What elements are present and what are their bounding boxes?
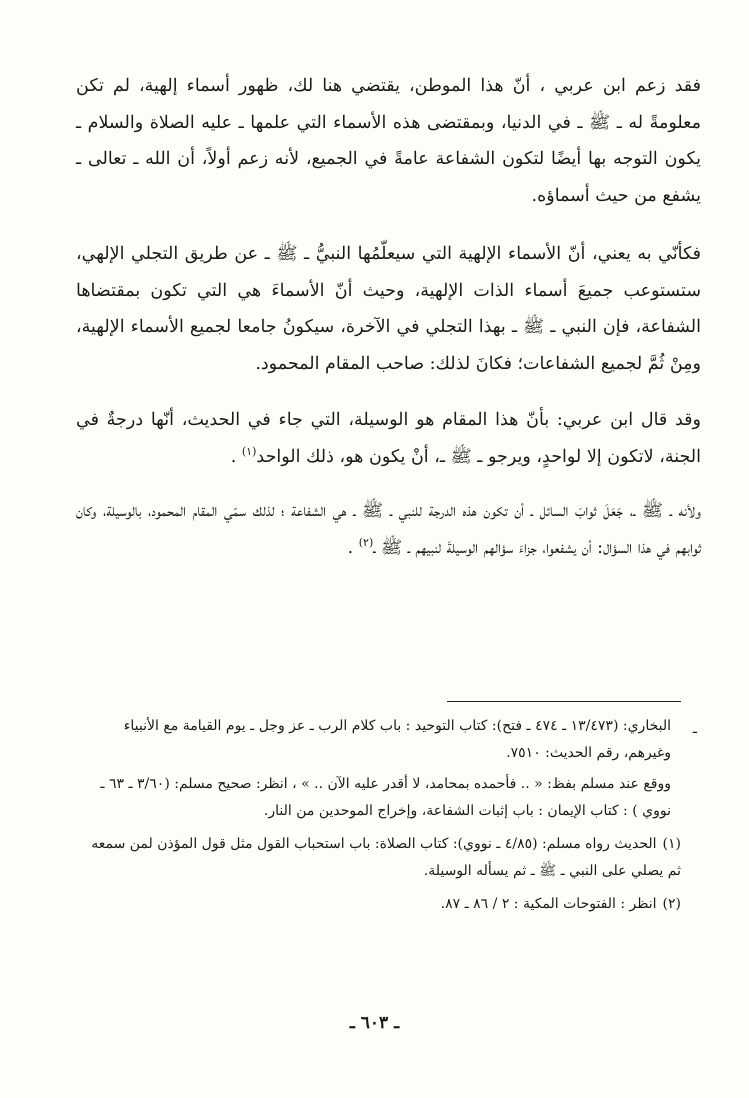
footnote-divider	[447, 701, 681, 702]
paragraph-1: فقد زعم ابن عربي ، أنّ هذا الموطن، يقتضي هنا لك، ظهور أسماء إلهية، لم تكن معلومةً له ـ ﷺ ـ في الدنيا، وبمقتضى هذه الأسماء التي علمها ـ عليه الصلاة والسلام ـ يكون التوجه بها أيضًا لتكون الشفاعة عامةً في الجميع، لأنه زعم أولاً، أن الله ـ تعالى ـ يشفع من حيث أسماؤه.	[76, 76, 701, 206]
paragraph-4-text: ولأنه ـ ﷺ ـ، جَعَلَ ثوابَ السائل ـ أن تكون هذه الدرجة للنبي ـ ﷺ ـ هي الشفاعة ؛ لذلك سمّي المقام المحمود، بالوسيلة، وكان ثوابهم في هذا السؤال: أن يشفعوا، جزاءَ سؤالهم الوسيلةَ لنبيهم ـ ﷺ ـ	[76, 501, 701, 558]
paragraph-3-text: وقد قال ابن عربي: بأنّ هذا المقام هو الوسيلة، التي جاء في الحديث، أنّها درجةٌ في الجنة، لاتكون إلا لواحدٍ، ويرجو ـ ﷺ ـ، أنْ يكون هو، ذلك الواحد	[76, 410, 701, 467]
footnote-ref-2[interactable]: (٢)	[358, 535, 374, 549]
continuation-mark: ـ	[692, 721, 697, 737]
footnote-2	[74, 891, 681, 918]
footnotes-section	[74, 713, 681, 924]
main-text	[76, 68, 701, 578]
paragraph-4	[76, 493, 701, 566]
paragraph-3-end: .	[230, 446, 242, 467]
footnote-continued-2: ووقع عند مسلم بفظ: « .. فأحمده بمحامد، لا أقدر عليه الآن .. » ، انظر: صحيح مسلم: (٣/٦٠ ـ ٦٣ ـ نووي ) : كتاب الإيمان : باب إثبات الشفاعة، وإخراج الموحدين من النار.	[100, 776, 671, 819]
paragraph-4-end: .	[347, 537, 359, 558]
footnote-ref-1[interactable]: (١)	[241, 444, 257, 458]
footnote-continued-1: البخاري: (١٣/٤٧٣ ـ ٤٧٤ ـ فتح): كتاب التوحيد : باب كلام الرب ـ عز وجل ـ يوم القيامة مع الأنبياء وغيرهم، رقم الحديث: ٧٥١٠.	[123, 718, 671, 761]
footnote-1	[74, 831, 681, 885]
footnote-2-number: (٢)	[662, 896, 681, 912]
footnote-2-text: انظر : الفتوحات المكية : ٢ / ٨٦ ـ ٨٧.	[440, 896, 657, 912]
footnote-1-number: (١)	[662, 836, 681, 852]
paragraph-2: فكأنّي به يعني، أنّ الأسماء الإلهية التي سيعلّمُها النبيُّ ـ ﷺ ـ عن طريق التجلي الإلهي، ستستوعب جميعَ أسماء الذات الإلهية، وحيث أنّ الأسماءَ هي التي تكون بمقتضاها الشفاعة، فإن النبي ـ ﷺ ـ بهذا التجلي في الآخرة، سيكونُ جامعا لجميع الأسماء الإلهية، ومِنْ ثُمَّ لجميع الشفاعات؛ فكانَ لذلك: صاحب المقام المحمود.	[76, 244, 701, 374]
footnote-1-text: الحديث رواه مسلم: (٤/٨٥ ـ نووي): كتاب الصلاة: باب استحباب القول مثل قول المؤذن لمن سمعه ثم يصلي على النبي ـ ﷺ ـ ثم يسأله الوسيلة.	[91, 836, 681, 879]
paragraph-3	[76, 402, 701, 475]
page-number: ـ ٦٠٣ ـ	[349, 1013, 400, 1033]
